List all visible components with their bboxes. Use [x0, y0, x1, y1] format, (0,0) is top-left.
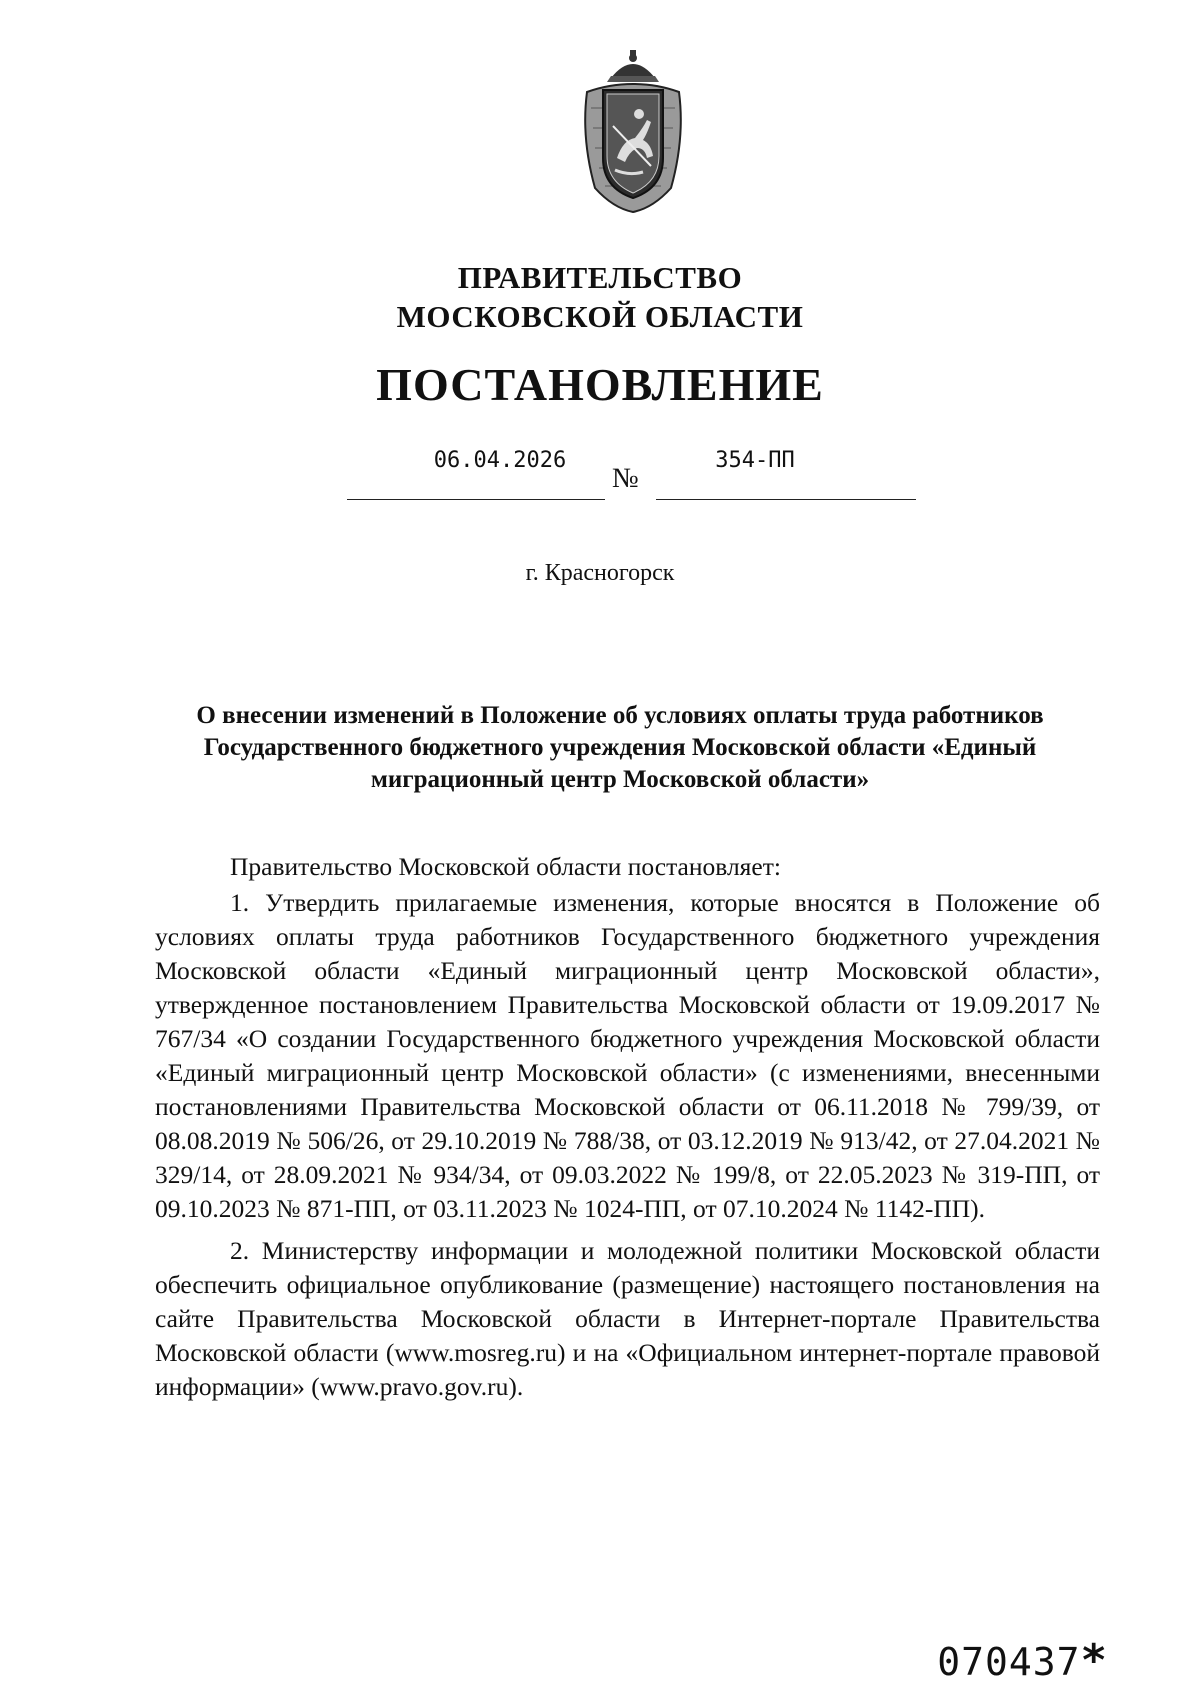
issue-city: г. Красногорск	[525, 560, 675, 586]
serial-number: 070437	[937, 1640, 1081, 1684]
document-title: О внесении изменений в Положение об условиях оплаты труда работников Государственного бюджетного учреждения Московской области «Единый миграционный центр Московской области»	[196, 702, 1044, 793]
moscow-oblast-coat-of-arms-icon	[573, 48, 693, 216]
serial-mark: *	[1080, 1635, 1108, 1686]
document-serial-code	[937, 1635, 1108, 1686]
document-body	[155, 850, 1100, 1404]
paragraph-2: 2. Министерству информации и молодежной политики Московской области обеспечить официальное опубликование (размещение) настоящего постановления на сайте Правительства Московской области в Интернет-портале Правительства Московской области (www.mosreg.ru) и на «Официальном интернет-портале правовой информации» (www.pravo.gov.ru).	[155, 1236, 1100, 1401]
government-name-line2: МОСКОВСКОЙ ОБЛАСТИ	[396, 299, 804, 334]
date-underline	[347, 499, 605, 500]
document-number: 354-ПП	[715, 448, 795, 473]
paragraph-1: 1. Утвердить прилагаемые изменения, которые вносятся в Положение об условиях оплаты труда работников Государственного бюджетного учреждения Московской области «Единый миграционный центр Московской области», утвержденное постановлением Правительства Московской области от 19.09.2017 № 767/34 «О создании Государственного бюджетного учреждения Московской области «Единый миграционный центр Московской области» (с изменениями, внесенными постановлениями Правительства Московской области от 06.11.2018 № 799/39, от 08.08.2019 № 506/26, от 29.10.2019 № 788/38, от 03.12.2019 № 913/42, от 27.04.2021 № 329/14, от 28.09.2021 № 934/34, от 09.03.2022 № 199/8, от 22.05.2023 № 319-ПП, от 09.10.2023 № 871-ПП, от 03.11.2023 № 1024-ПП, от 07.10.2024 № 1142-ПП).	[155, 888, 1100, 1223]
intro-paragraph: Правительство Московской области постановляет:	[230, 852, 781, 881]
document-type-heading: ПОСТАНОВЛЕНИЕ	[376, 359, 824, 410]
number-underline	[656, 499, 916, 500]
number-sign: №	[612, 463, 639, 494]
government-name-line1: ПРАВИТЕЛЬСТВО	[457, 260, 743, 295]
document-date: 06.04.2026	[433, 448, 567, 473]
